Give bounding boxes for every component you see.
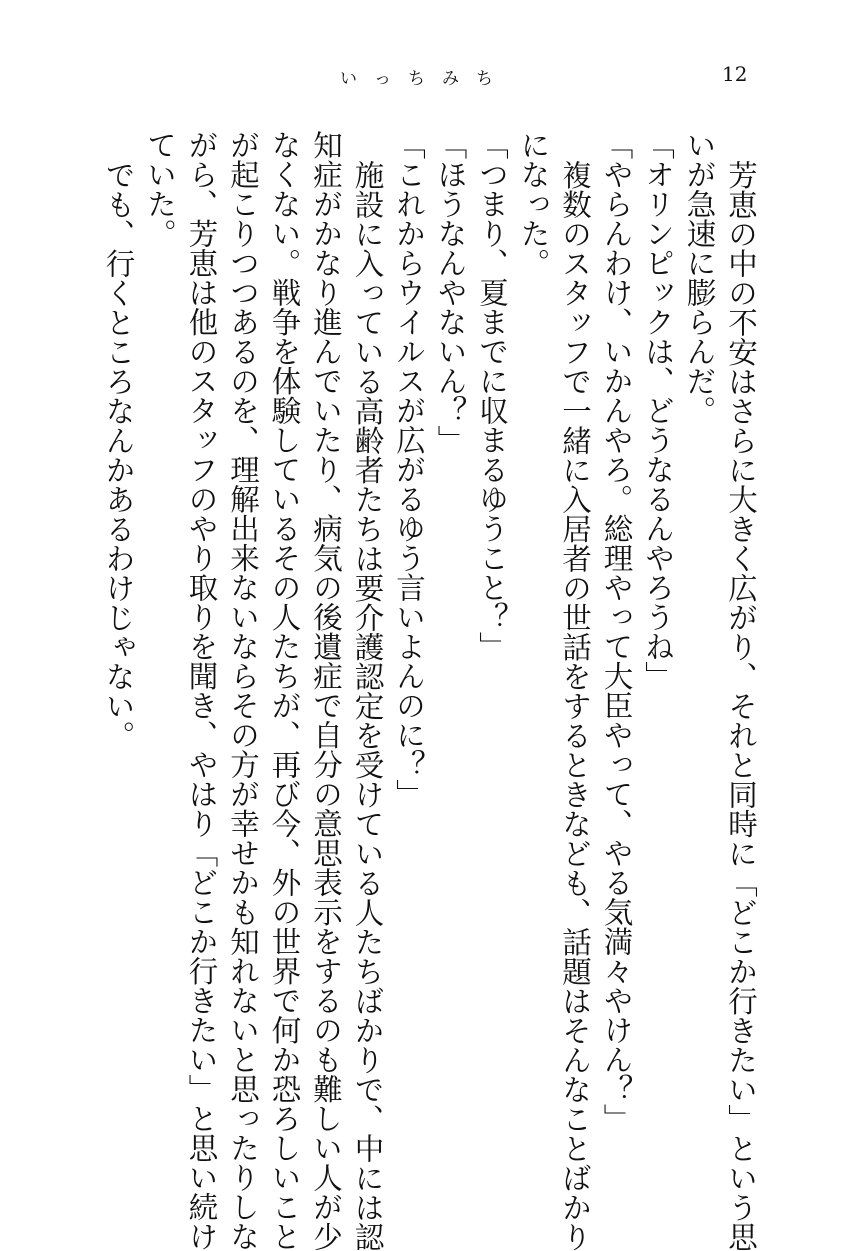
- text-line: 知症がかなり進んでいたり、病気の後遺症で自分の意思表示をするのも難しい人が少: [309, 130, 343, 1251]
- body-text: [101, 130, 761, 1251]
- text-line: なくない。戦争を体験しているその人たちが、再び今、外の世界で何か恐ろしいこと: [267, 130, 302, 1251]
- text-line: がら、芳恵は他のスタッフのやり取りを聞き、やはり「どこか行きたい」と思い続け: [184, 130, 219, 1251]
- text-line: ていた。: [143, 130, 177, 248]
- page-number: 12: [722, 62, 748, 86]
- text-line: 「これからウイルスが広がるゆう言いよんのに？」: [392, 130, 426, 809]
- text-line: 「オリンピックは、どうなるんやろうね」: [641, 130, 675, 691]
- text-line: 複数のスタッフで一緒に入居者の世話をするときなども、話題はそんなことばかり: [558, 159, 592, 1251]
- text-line: 芳恵の中の不安はさらに大きく広がり、それと同時に「どこか行きたい」という思: [724, 159, 758, 1251]
- text-line: 「やらんわけ、いかんやろ。総理やって大臣やって、やる気満々やけん？」: [599, 130, 634, 1133]
- text-line: でも、行くところなんかあるわけじゃない。: [101, 159, 136, 750]
- running-header-title: いっちみち: [340, 69, 510, 89]
- text-line: 「ほうなんやないん？」: [433, 130, 468, 455]
- text-line: になった。: [516, 130, 551, 278]
- text-line: 「つまり、夏までに収まるゆうこと？」: [475, 130, 509, 661]
- text-line: いが急速に膨らんだ。: [682, 130, 717, 425]
- text-line: が起こりつつあるのを、理解出来ないならその方が幸せかも知れないと思ったりしな: [226, 130, 260, 1251]
- text-line: 施設に入っている高齢者たちは要介護認定を受けている人たちばかりで、中には認: [350, 159, 385, 1251]
